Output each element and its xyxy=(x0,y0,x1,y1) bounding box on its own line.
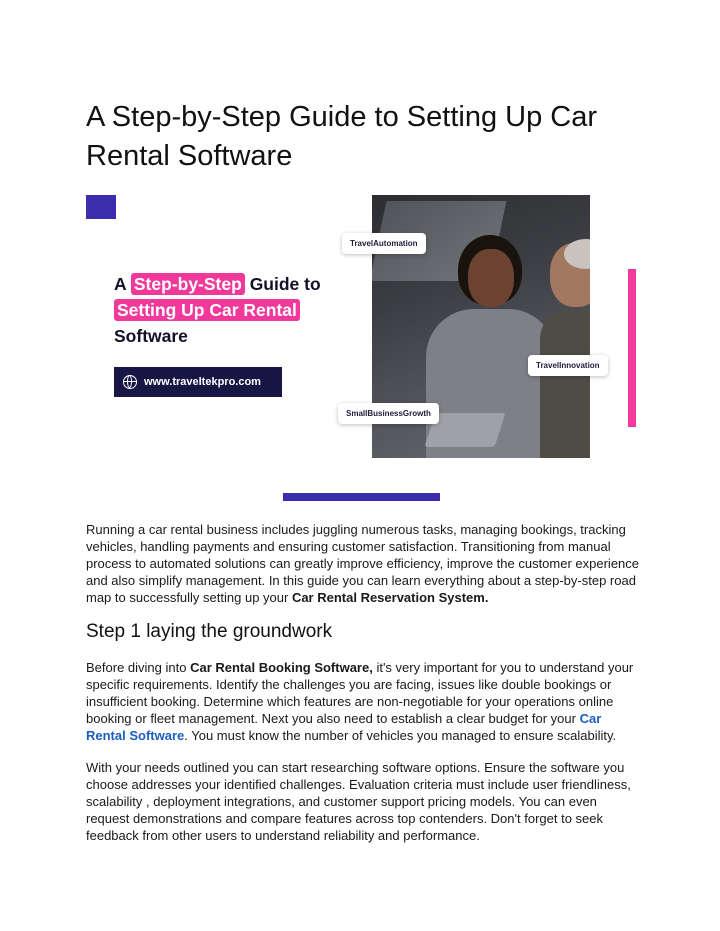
headline-part: A xyxy=(114,274,126,294)
text-run: Before diving into xyxy=(86,660,191,675)
decorative-square xyxy=(86,195,116,219)
banner-headline xyxy=(114,271,374,349)
hashtag-label: SmallBusinessGrowth xyxy=(338,403,439,424)
bold-term: Car Rental Booking Software, xyxy=(190,660,373,675)
car-rental-software-link[interactable]: Car Rental Software xyxy=(86,711,602,743)
page-title: A Step-by-Step Guide to Setting Up Car Rental Software xyxy=(86,101,597,172)
headline-part: Guide to xyxy=(249,274,321,294)
headline-highlight: Step-by-Step xyxy=(131,273,245,295)
decorative-pink-bar xyxy=(628,269,636,427)
section-heading: Step 1 laying the groundwork xyxy=(86,621,333,642)
man-figure xyxy=(540,243,590,458)
website-url: www.traveltekpro.com xyxy=(144,376,261,388)
hashtag-label: TravelAutomation xyxy=(342,233,426,254)
intro-paragraph xyxy=(86,521,642,606)
text-run: . You must know the number of vehicles you managed to ensure scalability. xyxy=(184,728,617,743)
hero-banner xyxy=(86,195,638,505)
headline-part: Software xyxy=(114,326,188,346)
globe-icon xyxy=(123,375,137,389)
text-run: it's very important for you to understand your specific requirements. Identify the challenges you are facing, issues like double bookings or insufficient booking. Determine which features are non-negotiable for your operations online booking or fleet management. Next you also need to establish a clear budget for your xyxy=(86,660,634,726)
decorative-blue-bar xyxy=(283,493,440,501)
intro-text: Running a car rental business includes juggling numerous tasks, managing bookings, tracking vehicles, handling payments and ensuring customer satisfaction. Transitioning from manual process to automated solutions can greatly improve efficiency, improve the customer experience and also simplify management. In this guide you can learn everything about a step-by-step road map to successfully setting up your xyxy=(86,522,640,605)
woman-figure xyxy=(424,235,544,458)
hashtag-label: TravelInnovation xyxy=(528,355,608,376)
step1-paragraph-1 xyxy=(86,659,642,744)
headline-highlight: Setting Up Car Rental xyxy=(114,299,300,321)
intro-bold-term: Car Rental Reservation System. xyxy=(291,590,489,605)
step1-paragraph-2: With your needs outlined you can start researching software options. Ensure the software you choose addresses your identified challenges. Evaluation criteria must include user friendliness, scalability , deployment integrations, and customer support pricing models. You can even request demonstrations and compare features across top contenders. Don't forget to seek feedback from other users to understand reliability and performance. xyxy=(86,760,631,843)
website-badge xyxy=(114,367,282,397)
